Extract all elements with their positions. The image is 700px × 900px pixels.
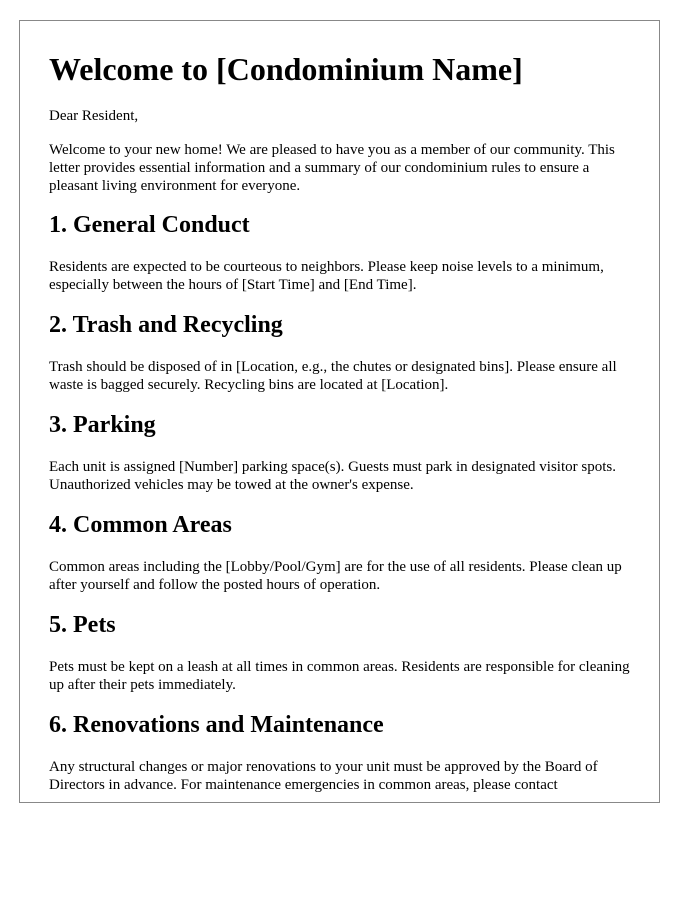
letter-content — [20, 21, 659, 794]
section-heading: 5. Pets — [49, 612, 116, 638]
section-heading: 4. Common Areas — [49, 512, 232, 538]
letter-title: Welcome to [Condominium Name] — [49, 51, 523, 87]
section-heading: 1. General Conduct — [49, 212, 250, 238]
section-body: Any structural changes or major renovations to your unit must be approved by the Board of Directors in advance. For maintenance emergencies in common areas, please contact — [49, 759, 598, 793]
section-pets — [49, 611, 630, 694]
section-heading: 6. Renovations and Maintenance — [49, 712, 384, 738]
section-body: Each unit is assigned [Number] parking space(s). Guests must park in designated visitor spots. Unauthorized vehicles may be towed at the owner's expense. — [49, 459, 616, 493]
section-body: Pets must be kept on a leash at all times in common areas. Residents are responsible for cleaning up after their pets immediately. — [49, 659, 630, 693]
letter-page — [19, 20, 660, 803]
section-renovations-maintenance — [49, 711, 630, 794]
section-general-conduct — [49, 211, 630, 294]
section-parking — [49, 411, 630, 494]
intro-paragraph: Welcome to your new home! We are pleased to have you as a member of our community. This letter provides essential information and a summary of our condominium rules to ensure a pleasant living environment for everyone. — [49, 142, 615, 194]
section-body: Residents are expected to be courteous to neighbors. Please keep noise levels to a minimum, especially between the hours of [Start Time] and [End Time]. — [49, 259, 604, 293]
section-heading: 2. Trash and Recycling — [49, 312, 283, 338]
section-heading: 3. Parking — [49, 412, 156, 438]
section-body: Trash should be disposed of in [Location, e.g., the chutes or designated bins]. Please ensure all waste is bagged securely. Recycling bins are located at [Location]. — [49, 359, 617, 393]
salutation: Dear Resident, — [49, 108, 139, 124]
section-trash-recycling — [49, 311, 630, 394]
section-body: Common areas including the [Lobby/Pool/Gym] are for the use of all residents. Please clean up after yourself and follow the posted hours of operation. — [49, 559, 622, 593]
section-common-areas — [49, 511, 630, 594]
